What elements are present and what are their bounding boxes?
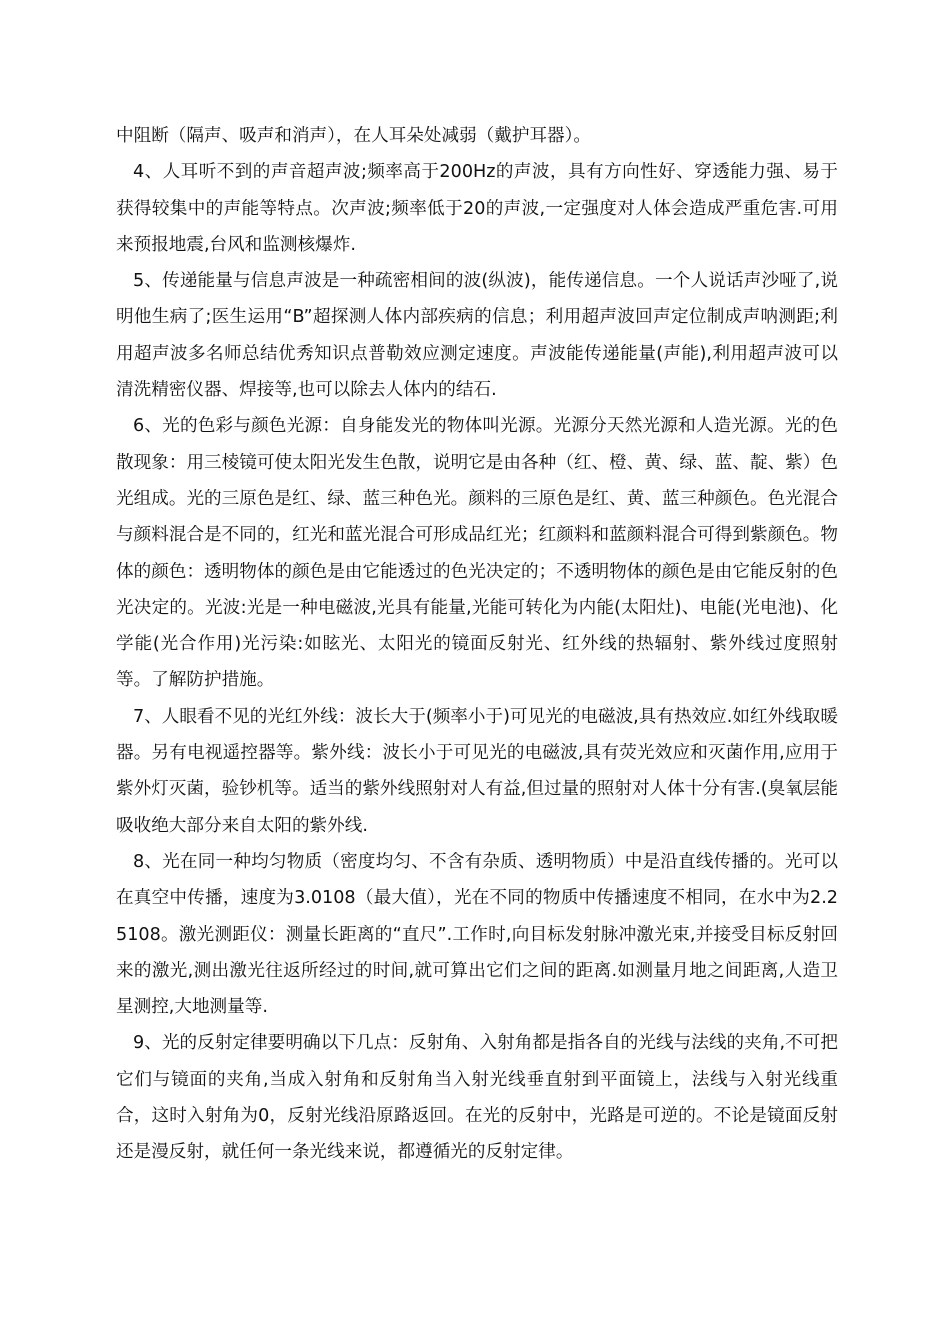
- paragraph-9-reflection-law: 9、光的反射定律要明确以下几点：反射角、入射角都是指各自的光线与法线的夹角,不可把它们与镜面的夹角,当成入射角和反射角当入射光线垂直射到平面镜上，法线与入射光线重合，这时入射角为0，反射光线沿原路返回。在光的反射中，光路是可逆的。不论是镜面反射还是漫反射，就任何一条光线来说，都遵循光的反射定律。: [116, 1033, 838, 1163]
- paragraph-5-energy-information: 5、传递能量与信息声波是一种疏密相间的波(纵波)，能传递信息。一个人说话声沙哑了,说明他生病了;医生运用“B”超探测人体内部疾病的信息；利用超声波回声定位制成声呐测距;利用超声波多名师总结优秀知识点普勒效应测定速度。声波能传递能量(声能),利用超声波可以清洗精密仪器、焊接等,也可以除去人体内的结石.: [116, 271, 838, 401]
- paragraph-continuation: 中阻断（隔声、吸声和消声），在人耳朵处减弱（戴护耳器）。: [116, 126, 592, 146]
- document-page: [116, 118, 838, 1171]
- paragraph-4-ultrasound: 4、人耳听不到的声音超声波;频率高于200Hz的声波，具有方向性好、穿透能力强、易于获得较集中的声能等特点。次声波;频率低于20的声波,一定强度对人体会造成严重危害.可用来预报地震,台风和监测核爆炸.: [116, 162, 838, 255]
- paragraph-6-light-color: 6、光的色彩与颜色光源：自身能发光的物体叫光源。光源分天然光源和人造光源。光的色散现象：用三棱镜可使太阳光发生色散，说明它是由各种（红、橙、黄、绿、蓝、靛、紫）色光组成。光的三原色是红、绿、蓝三种色光。颜料的三原色是红、黄、蓝三种颜色。色光混合与颜料混合是不同的，红光和蓝光混合可形成品红光；红颜料和蓝颜料混合可得到紫颜色。物体的颜色：透明物体的颜色是由它能透过的色光决定的；不透明物体的颜色是由它能反射的色光决定的。光波:光是一种电磁波,光具有能量,光能可转化为内能(太阳灶)、电能(光电池)、化学能(光合作用)光污染:如眩光、太阳光的镜面反射光、红外线的热辐射、紫外线过度照射等。了解防护措施。: [116, 416, 838, 691]
- paragraph-7-invisible-light: 7、人眼看不见的光红外线：波长大于(频率小于)可见光的电磁波,具有热效应.如红外线取暖器。另有电视遥控器等。紫外线：波长小于可见光的电磁波,具有荧光效应和灭菌作用,应用于紫外灯灭菌，验钞机等。适当的紫外线照射对人有益,但过量的照射对人体十分有害.(臭氧层能吸收绝大部分来自太阳的紫外线.: [116, 706, 838, 836]
- paragraph-8-light-propagation: 8、光在同一种均匀物质（密度均匀、不含有杂质、透明物质）中是沿直线传播的。光可以在真空中传播，速度为3.0108（最大值），光在不同的物质中传播速度不相同，在水中为2.25108。激光测距仪：测量长距离的“直尺”.工作时,向目标发射脉冲激光束,并接受目标反射回来的激光,测出激光往返所经过的时间,就可算出它们之间的距离.如测量月地之间距离,人造卫星测控,大地测量等.: [116, 851, 838, 1018]
